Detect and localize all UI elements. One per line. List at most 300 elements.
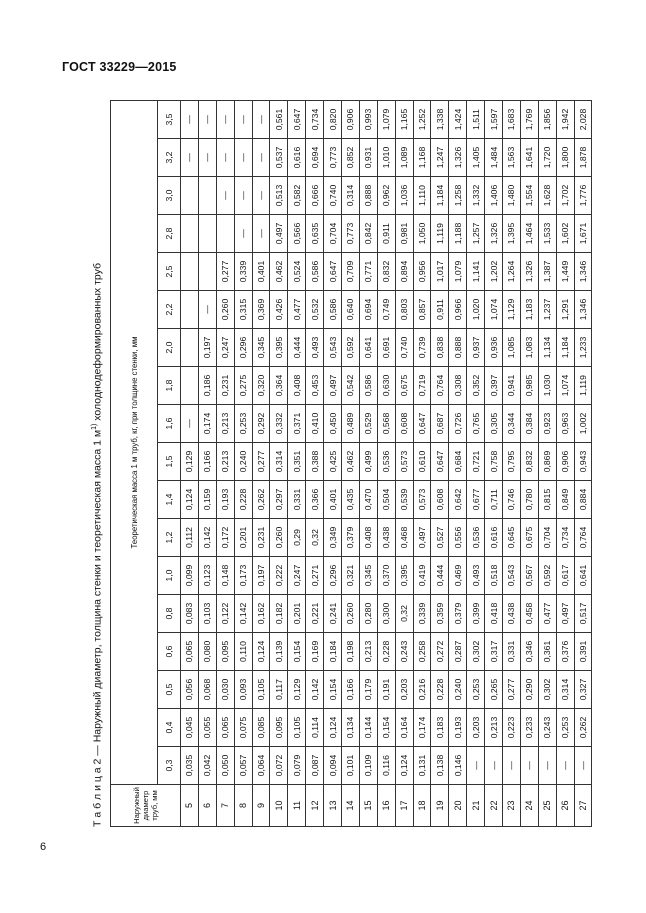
mass-cell: 0,513 — [270, 177, 288, 215]
mass-cell: 1,395 — [503, 215, 521, 253]
mass-cell: 0,497 — [413, 519, 431, 557]
thickness-header: 3,2 — [158, 139, 181, 177]
table-row — [377, 101, 395, 827]
mass-cell: 0,617 — [556, 557, 574, 595]
table-row — [342, 101, 360, 827]
mass-cell: 0,320 — [252, 367, 270, 405]
mass-cell: 1,134 — [538, 329, 556, 367]
mass-cell: 1,050 — [413, 215, 431, 253]
mass-cell: 0,228 — [431, 671, 449, 709]
mass-cell: 0,537 — [270, 139, 288, 177]
mass-cell: 1,484 — [485, 139, 503, 177]
mass-cell: 1,264 — [503, 253, 521, 291]
mass-cell: 0,035 — [181, 747, 199, 785]
mass-cell: 0,352 — [467, 367, 485, 405]
mass-cell: 1,141 — [467, 253, 485, 291]
mass-cell: 0,345 — [252, 329, 270, 367]
mass-cell: 0,966 — [449, 291, 467, 329]
mass-cell: — — [467, 747, 485, 785]
mass-cell: 0,543 — [324, 329, 342, 367]
mass-cell: 0,154 — [377, 709, 395, 747]
mass-cell: 0,213 — [485, 709, 503, 747]
mass-cell: 0,746 — [503, 481, 521, 519]
mass-cell: 0,057 — [234, 747, 252, 785]
mass-cell: 0,527 — [431, 519, 449, 557]
mass-cell: 0,379 — [449, 595, 467, 633]
thickness-header: 3,5 — [158, 101, 181, 139]
mass-cell: 1,110 — [413, 177, 431, 215]
mass-cell: 0,906 — [342, 101, 360, 139]
mass-cell: 1,628 — [538, 177, 556, 215]
mass-cell: 0,099 — [181, 557, 199, 595]
mass-cell: 0,985 — [520, 367, 538, 405]
mass-cell: 0,290 — [520, 671, 538, 709]
mass-cell: 0,29 — [288, 519, 306, 557]
mass-cell: 0,222 — [270, 557, 288, 595]
table-row — [431, 101, 449, 827]
mass-cell: 1,332 — [467, 177, 485, 215]
mass-cell: 0,103 — [198, 595, 216, 633]
mass-cell: 0,271 — [306, 557, 324, 595]
mass-cell: 0,719 — [413, 367, 431, 405]
mass-cell: 0,869 — [538, 443, 556, 481]
mass-cell: 0,159 — [198, 481, 216, 519]
mass-cell: 0,647 — [324, 253, 342, 291]
mass-cell: 0,075 — [234, 709, 252, 747]
mass-cell: 1,083 — [520, 329, 538, 367]
table-row — [556, 101, 574, 827]
mass-cell: 0,146 — [449, 747, 467, 785]
mass-cell: 0,094 — [324, 747, 342, 785]
diameter-cell: 15 — [359, 785, 377, 827]
thickness-header: 2,5 — [158, 253, 181, 291]
mass-cell: 0,536 — [467, 519, 485, 557]
mass-cell: 1,671 — [574, 215, 592, 253]
diameter-cell: 21 — [467, 785, 485, 827]
mass-cell: 0,906 — [556, 443, 574, 481]
mass-cell: 0,346 — [520, 633, 538, 671]
table-row — [216, 101, 234, 827]
mass-cell: 1,184 — [431, 177, 449, 215]
mass-cell: 0,956 — [413, 253, 431, 291]
mass-cell: 0,397 — [485, 367, 503, 405]
mass-cell: — — [216, 177, 234, 215]
table-row — [413, 101, 431, 827]
table-row — [574, 101, 592, 827]
mass-cell: 0,221 — [306, 595, 324, 633]
mass-cell: 0,435 — [342, 481, 360, 519]
mass-cell: 0,182 — [270, 595, 288, 633]
table-row — [181, 101, 199, 827]
mass-cell — [181, 253, 199, 291]
mass-cell: 0,384 — [520, 405, 538, 443]
mass-cell: 1,202 — [485, 253, 503, 291]
mass-cell: 1,449 — [556, 253, 574, 291]
thickness-header: 2,8 — [158, 215, 181, 253]
mass-cell: 0,795 — [503, 443, 521, 481]
mass-cell: 0,112 — [181, 519, 199, 557]
mass-cell: 1,597 — [485, 101, 503, 139]
diameter-cell: 18 — [413, 785, 431, 827]
mass-cell: 0,300 — [377, 595, 395, 633]
mass-cell — [181, 367, 199, 405]
mass-cell: 0,517 — [574, 595, 592, 633]
thickness-header: 2,2 — [158, 291, 181, 329]
mass-cell: 0,164 — [395, 709, 413, 747]
mass-cell: 0,675 — [520, 519, 538, 557]
mass-cell: 0,438 — [377, 519, 395, 557]
mass-cell: 0,183 — [431, 709, 449, 747]
mass-cell: 0,042 — [198, 747, 216, 785]
thickness-header: 1,0 — [158, 557, 181, 595]
mass-cell: 1,563 — [503, 139, 521, 177]
mass-cell: 1,119 — [431, 215, 449, 253]
diameter-cell: 9 — [252, 785, 270, 827]
mass-cell: — — [252, 215, 270, 253]
mass-cell: 0,056 — [181, 671, 199, 709]
mass-cell — [198, 215, 216, 253]
diameter-cell: 13 — [324, 785, 342, 827]
mass-cell: 0,477 — [538, 595, 556, 633]
mass-cell: 0,144 — [359, 709, 377, 747]
mass-cell: 0,771 — [359, 253, 377, 291]
mass-cell: 0,292 — [252, 405, 270, 443]
caption-superscript: 1) — [91, 423, 98, 430]
mass-cell: — — [181, 405, 199, 443]
mass-cell: — — [181, 139, 199, 177]
diameter-cell: 27 — [574, 785, 592, 827]
table-row — [395, 101, 413, 827]
mass-cell: 1,089 — [395, 139, 413, 177]
diameter-cell: 26 — [556, 785, 574, 827]
mass-cell: 0,197 — [252, 557, 270, 595]
mass-cell: 0,884 — [574, 481, 592, 519]
mass-cell: 0,923 — [538, 405, 556, 443]
mass-cell — [181, 177, 199, 215]
mass-cell: — — [216, 139, 234, 177]
mass-cell: 0,184 — [324, 633, 342, 671]
mass-cell: 0,388 — [306, 443, 324, 481]
mass-cell: 0,223 — [503, 709, 521, 747]
mass-cell: 0,815 — [538, 481, 556, 519]
mass-cell: 0,093 — [234, 671, 252, 709]
mass-cell: 1,257 — [467, 215, 485, 253]
mass-cell: 0,573 — [395, 443, 413, 481]
mass-cell: 0,849 — [556, 481, 574, 519]
mass-cell: 0,684 — [449, 443, 467, 481]
table-row — [288, 101, 306, 827]
mass-cell: 0,758 — [485, 443, 503, 481]
mass-cell: 1,641 — [520, 139, 538, 177]
mass-cell: 0,641 — [574, 557, 592, 595]
mass-cell: 0,395 — [395, 557, 413, 595]
mass-cell: 0,857 — [413, 291, 431, 329]
mass-cell: 0,408 — [359, 519, 377, 557]
mass-cell: 0,32 — [395, 595, 413, 633]
mass-cell: 0,832 — [377, 253, 395, 291]
mass-cell: 0,302 — [467, 633, 485, 671]
mass-cell: 0,233 — [520, 709, 538, 747]
mass-cell: 0,265 — [485, 671, 503, 709]
table-row — [503, 101, 521, 827]
mass-cell: 0,610 — [413, 443, 431, 481]
mass-cell: 1,017 — [431, 253, 449, 291]
mass-cell: 1,405 — [467, 139, 485, 177]
mass-cell: 0,262 — [574, 709, 592, 747]
mass-cell: — — [538, 747, 556, 785]
mass-cell: 1,480 — [503, 177, 521, 215]
mass-cell: 0,247 — [288, 557, 306, 595]
mass-cell: 0,124 — [181, 481, 199, 519]
table-row — [252, 101, 270, 827]
mass-cell: 0,426 — [270, 291, 288, 329]
thickness-header: 1,5 — [158, 443, 181, 481]
thickness-header: 0,3 — [158, 747, 181, 785]
mass-cell: 1,119 — [574, 367, 592, 405]
mass-cell: 1,856 — [538, 101, 556, 139]
mass-cell: 0,253 — [556, 709, 574, 747]
mass-cell: 0,172 — [216, 519, 234, 557]
mass-cell: 0,493 — [306, 329, 324, 367]
mass-cell: 0,243 — [538, 709, 556, 747]
mass-cell: 0,462 — [342, 443, 360, 481]
mass-cell: 1,079 — [449, 253, 467, 291]
mass-cell: 0,317 — [485, 633, 503, 671]
caption-text: — Наружный диаметр, толщина стенки и теоретическая масса 1 м — [91, 429, 104, 759]
mass-cell: 0,704 — [324, 215, 342, 253]
mass-cell: — — [198, 291, 216, 329]
mass-cell: 0,911 — [431, 291, 449, 329]
mass-cell: 0,228 — [234, 481, 252, 519]
table-row — [198, 101, 216, 827]
mass-cell: 0,240 — [234, 443, 252, 481]
mass-cell: 0,981 — [395, 215, 413, 253]
mass-cell: 0,197 — [198, 329, 216, 367]
mass-cell: 0,532 — [306, 291, 324, 329]
mass-cell: 0,764 — [574, 519, 592, 557]
table-row — [485, 101, 503, 827]
mass-cell: 0,179 — [359, 671, 377, 709]
mass-cell: 0,296 — [234, 329, 252, 367]
mass-cell: 0,068 — [198, 671, 216, 709]
mass-cell: 0,418 — [485, 595, 503, 633]
mass-cell: 1,346 — [574, 291, 592, 329]
mass-cell: 0,739 — [413, 329, 431, 367]
mass-cell: 0,162 — [252, 595, 270, 633]
mass-cell: 0,582 — [288, 177, 306, 215]
mass-cell: 1,030 — [538, 367, 556, 405]
mass-cell: 0,131 — [413, 747, 431, 785]
mass-cell: 0,243 — [395, 633, 413, 671]
mass-cell: 0,379 — [342, 519, 360, 557]
mass-cell: 0,213 — [216, 405, 234, 443]
mass-cell: 1,602 — [556, 215, 574, 253]
mass-cell: 0,592 — [538, 557, 556, 595]
mass-cell: 0,694 — [359, 291, 377, 329]
mass-cell: 0,258 — [413, 633, 431, 671]
mass-cell: 0,174 — [413, 709, 431, 747]
mass-cell: 0,366 — [306, 481, 324, 519]
diameter-cell: 7 — [216, 785, 234, 827]
mass-cell: 0,399 — [467, 595, 485, 633]
mass-cell: 0,936 — [485, 329, 503, 367]
mass-cell: 0,616 — [288, 139, 306, 177]
mass-cell: 0,349 — [324, 519, 342, 557]
mass-cell: — — [574, 747, 592, 785]
mass-cell: 0,518 — [485, 557, 503, 595]
mass-cell: 1,683 — [503, 101, 521, 139]
mass-cell — [181, 291, 199, 329]
mass-cell: 0,260 — [270, 519, 288, 557]
mass-cell: 0,647 — [288, 101, 306, 139]
mass-cell: 0,050 — [216, 747, 234, 785]
mass-cell: 0,361 — [538, 633, 556, 671]
mass-cell: 0,504 — [377, 481, 395, 519]
mass-cell: 0,116 — [377, 747, 395, 785]
mass-cell: 0,351 — [288, 443, 306, 481]
mass-cell: 0,941 — [503, 367, 521, 405]
mass-cell: 0,287 — [449, 633, 467, 671]
table-row — [324, 101, 342, 827]
mass-cell: 0,444 — [288, 329, 306, 367]
mass-cell: 0,687 — [431, 405, 449, 443]
mass-cell: 1,326 — [520, 253, 538, 291]
mass-cell — [198, 177, 216, 215]
mass-cell: 0,694 — [306, 139, 324, 177]
mass-cell: 0,055 — [198, 709, 216, 747]
mass-table — [110, 100, 592, 827]
mass-cell: 0,635 — [306, 215, 324, 253]
mass-cell: 0,321 — [342, 557, 360, 595]
mass-cell: 0,371 — [288, 405, 306, 443]
mass-cell: 0,391 — [574, 633, 592, 671]
mass-cell: 0,773 — [324, 139, 342, 177]
mass-cell: 0,186 — [198, 367, 216, 405]
mass-cell: 0,852 — [342, 139, 360, 177]
mass-cell: 0,305 — [485, 405, 503, 443]
mass-cell: 1,183 — [520, 291, 538, 329]
mass-cell: 0,993 — [359, 101, 377, 139]
diameter-cell: 20 — [449, 785, 467, 827]
mass-cell: 0,109 — [359, 747, 377, 785]
mass-cell: 1,079 — [377, 101, 395, 139]
mass-cell: 0,114 — [306, 709, 324, 747]
mass-cell: 0,376 — [556, 633, 574, 671]
mass-cell: 0,499 — [359, 443, 377, 481]
thickness-header: 3,0 — [158, 177, 181, 215]
mass-cell: 0,630 — [377, 367, 395, 405]
mass-cell: 1,233 — [574, 329, 592, 367]
mass-cell: 1,258 — [449, 177, 467, 215]
mass-cell: 0,166 — [342, 671, 360, 709]
thickness-header: 1,2 — [158, 519, 181, 557]
diameter-cell: 24 — [520, 785, 538, 827]
mass-cell: 0,339 — [234, 253, 252, 291]
mass-cell: 0,072 — [270, 747, 288, 785]
mass-cell: — — [503, 747, 521, 785]
mass-cell: — — [520, 747, 538, 785]
mass-cell: 0,314 — [342, 177, 360, 215]
thickness-header: 0,4 — [158, 709, 181, 747]
mass-cell: 1,776 — [574, 177, 592, 215]
table-row — [467, 101, 485, 827]
mass-cell: — — [234, 215, 252, 253]
table-row — [306, 101, 324, 827]
mass-cell: 0,124 — [324, 709, 342, 747]
mass-cell: — — [252, 177, 270, 215]
mass-cell: 0,820 — [324, 101, 342, 139]
mass-cell: 0,943 — [574, 443, 592, 481]
mass-cell: 1,074 — [556, 367, 574, 405]
mass-cell: 0,734 — [556, 519, 574, 557]
mass-cell: 0,709 — [342, 253, 360, 291]
mass-cell: 0,410 — [306, 405, 324, 443]
table-row — [234, 101, 252, 827]
mass-cell: 0,272 — [431, 633, 449, 671]
mass-cell: 0,963 — [556, 405, 574, 443]
mass-cell: 0,260 — [342, 595, 360, 633]
mass-cell: 1,346 — [574, 253, 592, 291]
mass-cell: 0,203 — [395, 671, 413, 709]
mass-cell: 0,124 — [395, 747, 413, 785]
mass-cell: 0,110 — [234, 633, 252, 671]
mass-cell: 0,832 — [520, 443, 538, 481]
mass-cell: 0,592 — [342, 329, 360, 367]
mass-cell: 0,497 — [324, 367, 342, 405]
mass-cell: 0,231 — [252, 519, 270, 557]
mass-cell: 1,188 — [449, 215, 467, 253]
mass-cell: 0,458 — [520, 595, 538, 633]
rotated-table-container — [84, 90, 614, 827]
mass-cell: 0,087 — [306, 747, 324, 785]
mass-cell: 1,942 — [556, 101, 574, 139]
mass-cell: 0,030 — [216, 671, 234, 709]
mass-cell: 0,240 — [449, 671, 467, 709]
mass-cell: 0,315 — [234, 291, 252, 329]
mass-cell: 0,740 — [395, 329, 413, 367]
mass-cell: 0,332 — [270, 405, 288, 443]
table-row — [520, 101, 538, 827]
mass-cell: 0,586 — [324, 291, 342, 329]
caption-end: холоднодеформированных труб — [91, 263, 104, 424]
table-row — [449, 101, 467, 827]
diameter-cell: 5 — [181, 785, 199, 827]
diameter-cell: 12 — [306, 785, 324, 827]
mass-cell: 0,280 — [359, 595, 377, 633]
mass-cell: 0,645 — [503, 519, 521, 557]
mass-cell: 0,469 — [449, 557, 467, 595]
mass-cell: 0,370 — [377, 557, 395, 595]
mass-cell: 0,345 — [359, 557, 377, 595]
mass-cell: 0,154 — [324, 671, 342, 709]
mass-cell: 1,800 — [556, 139, 574, 177]
thickness-header: 0,5 — [158, 671, 181, 709]
mass-cell: 1,326 — [485, 215, 503, 253]
thickness-header: 1,6 — [158, 405, 181, 443]
mass-cell: 0,586 — [359, 367, 377, 405]
mass-cell: 0,231 — [216, 367, 234, 405]
mass-cell: 0,401 — [324, 481, 342, 519]
mass-cell: 0,193 — [216, 481, 234, 519]
mass-cell: 0,477 — [288, 291, 306, 329]
mass-cell: 0,524 — [288, 253, 306, 291]
mass-cell: 1,036 — [395, 177, 413, 215]
mass-cell: 0,169 — [306, 633, 324, 671]
mass-cell: 0,543 — [503, 557, 521, 595]
mass-cell: 0,780 — [520, 481, 538, 519]
mass-cell: 0,166 — [198, 443, 216, 481]
mass-cell: — — [234, 101, 252, 139]
